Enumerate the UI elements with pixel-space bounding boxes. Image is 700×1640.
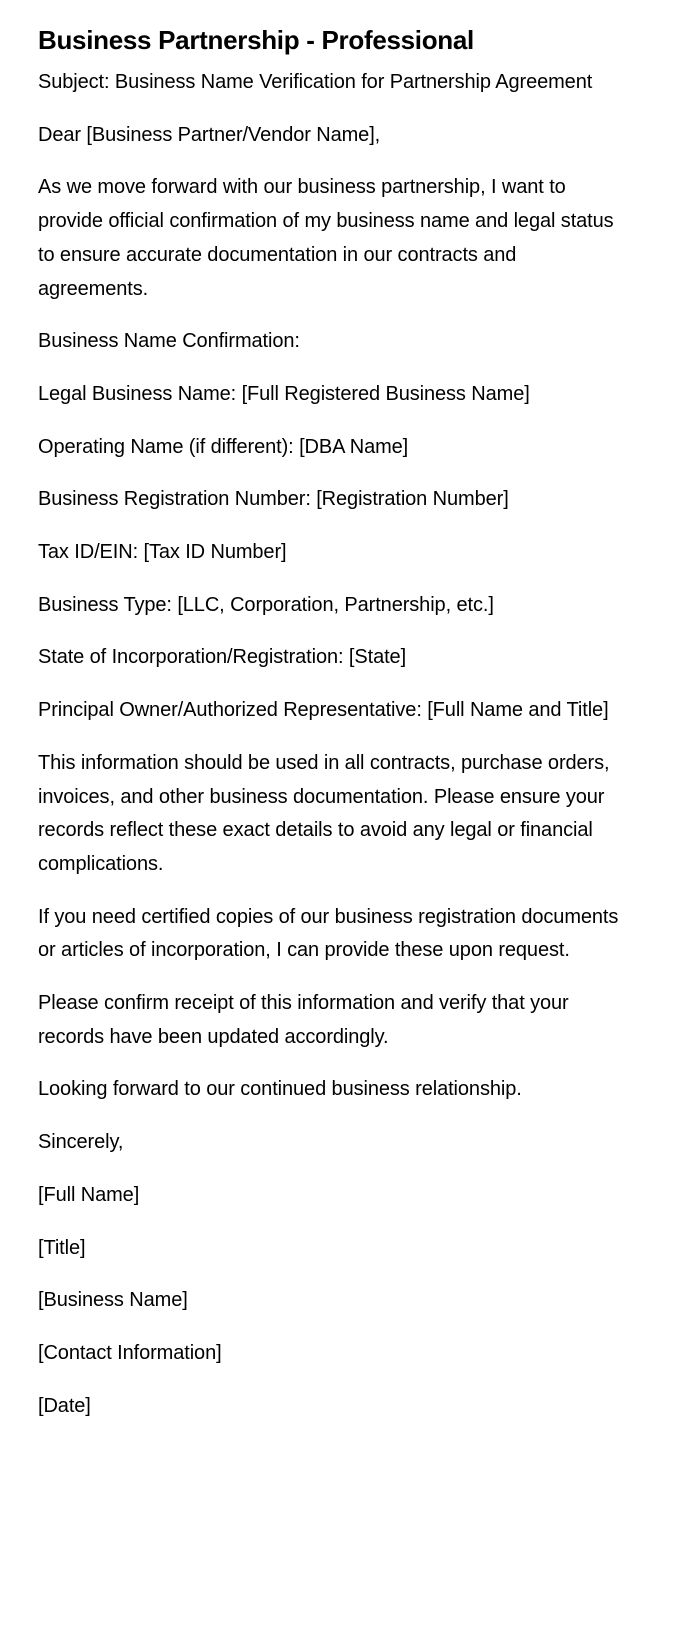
signature-full-name: [Full Name] xyxy=(38,1183,140,1206)
tax-id: Tax ID/EIN: [Tax ID Number] xyxy=(38,541,287,564)
document-title: Business Partnership - Professional xyxy=(38,25,474,55)
legal-business-name: Legal Business Name: [Full Registered Business Name] xyxy=(38,382,530,405)
salutation: Dear [Business Partner/Vendor Name], xyxy=(38,123,381,146)
intro-paragraph: As we move forward with our business partnership, I want to provide official confirmation of my business name and legal status to ensure accurate documentation in our contracts and agreements. xyxy=(38,176,614,300)
confirmation-heading: Business Name Confirmation: xyxy=(38,330,300,353)
business-type: Business Type: [LLC, Corporation, Partnership, etc.] xyxy=(38,593,494,616)
usage-paragraph: This information should be used in all contracts, purchase orders, invoices, and other business documentation. Please ensure your records reflect these exact details to avoid any legal or financial complications. xyxy=(38,751,610,875)
state-of-incorporation: State of Incorporation/Registration: [State] xyxy=(38,646,407,669)
signature-contact-info: [Contact Information] xyxy=(38,1341,222,1364)
closing-line: Looking forward to our continued business relationship. xyxy=(38,1078,522,1101)
signature-date: [Date] xyxy=(38,1394,91,1417)
principal-owner: Principal Owner/Authorized Representative: [Full Name and Title] xyxy=(38,699,609,722)
signature-business-name: [Business Name] xyxy=(38,1289,188,1312)
confirm-receipt-paragraph: Please confirm receipt of this information and verify that your records have been updated accordingly. xyxy=(38,992,569,1048)
operating-name: Operating Name (if different): [DBA Name] xyxy=(38,435,409,458)
sign-off: Sincerely, xyxy=(38,1131,124,1154)
registration-number: Business Registration Number: [Registration Number] xyxy=(38,488,509,511)
subject-line: Subject: Business Name Verification for Partnership Agreement xyxy=(38,71,593,93)
signature-title: [Title] xyxy=(38,1236,86,1259)
certified-copies-paragraph: If you need certified copies of our business registration documents or articles of incorporation, I can provide these upon request. xyxy=(38,905,619,962)
